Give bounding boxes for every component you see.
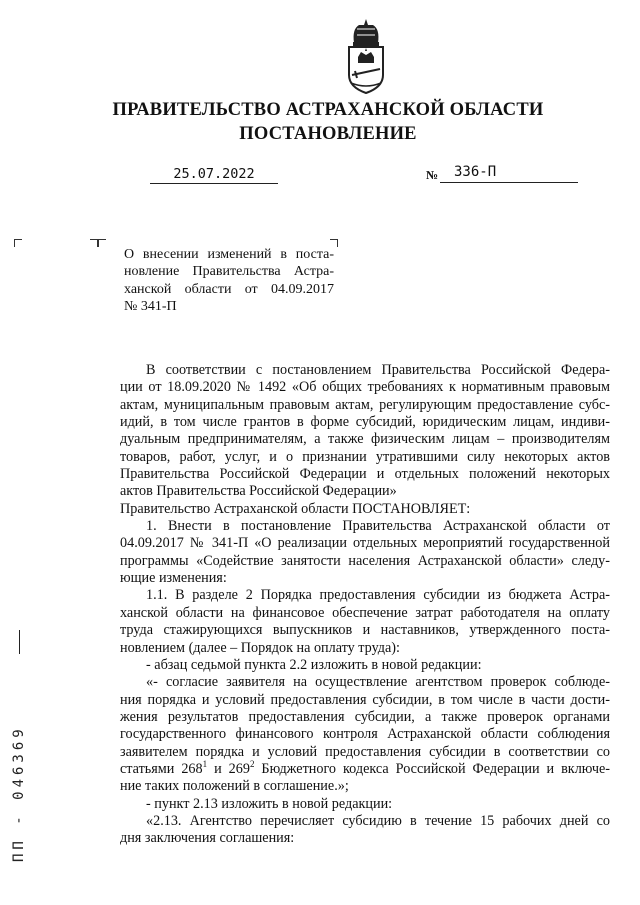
- number-underline: [440, 182, 578, 183]
- body-line: 1. Внести в постановление Правительства Астраханской области от: [146, 518, 610, 535]
- date-underline: [150, 183, 278, 184]
- body-line: ние таких положений в соглашение.»;: [120, 778, 349, 795]
- document-number: 336-П: [454, 164, 497, 180]
- subject-line: О внесении изменений в поста-: [124, 247, 334, 262]
- body-line: ции от 18.09.2020 № 1492 «Об общих требованиях к нормативным правовым: [120, 379, 610, 396]
- body-line: программы «Содействие занятости населения Астраханской области» следу-: [120, 552, 610, 569]
- coat-of-arms-icon: [341, 17, 391, 95]
- body-line: [120, 758, 610, 778]
- document-date: 25.07.2022: [173, 166, 255, 182]
- body-line: Правительство Астраханской области ПОСТАНОВЛЯЕТ:: [120, 500, 471, 517]
- body-line: - абзац седьмой пункта 2.2 изложить в новой редакции:: [146, 656, 482, 673]
- corner-mark: [14, 239, 22, 247]
- body-line: товаров, работ, услуг, и о признании утратившими силу некоторых актов: [120, 448, 610, 465]
- body-line: ханской области на финансовое обеспечение затрат работодателя на оплату: [120, 604, 610, 621]
- body-line: идий, в том числе грантов в форме субсидий, юридическим лицам, индиви-: [120, 414, 610, 431]
- margin-mark: [19, 630, 20, 654]
- body-line: государственного финансового контроля Астраханской области соблюдения: [120, 726, 610, 743]
- document-type-title: ПОСТАНОВЛЕНИЕ: [239, 124, 417, 144]
- body-line: дня заключения соглашения:: [120, 830, 295, 847]
- corner-mark: [98, 239, 106, 247]
- body-line: В соответствии с постановлением Правительства Российской Федера-: [146, 362, 610, 378]
- body-text: и 269: [207, 760, 250, 777]
- document-subject: [124, 246, 334, 316]
- number-sign: №: [426, 168, 439, 182]
- body-line: труда стажирующихся выпускников и наставников, утвержденного поста-: [120, 622, 610, 639]
- body-line: дуальным предпринимателям, а также физическим лицам – производителям: [120, 431, 610, 448]
- body-line: заявителем порядка и условий предоставления субсидии в соответствии со: [120, 743, 610, 760]
- body-line: 04.09.2017 № 341-П «О реализации отдельных мероприятий государственной: [120, 535, 610, 552]
- body-line: 1.1. В разделе 2 Порядка предоставления субсидии из бюджета Астра-: [146, 587, 610, 604]
- body-text: статьями 268: [120, 760, 203, 777]
- subject-line: № 341-П: [124, 299, 177, 315]
- corner-mark: [90, 239, 98, 247]
- body-line: Правительства Российской Федерации и отдельных положений некоторых: [120, 466, 610, 483]
- subject-line: ханской области от 04.09.2017: [124, 281, 334, 297]
- body-line: ющие изменения:: [120, 570, 227, 587]
- body-text: Бюджетного кодекса Российской Федерации и включе-: [254, 760, 610, 777]
- body-line: актов Правительства Российской Федерации»: [120, 483, 397, 500]
- body-line: - пункт 2.13 изложить в новой редакции:: [146, 795, 393, 812]
- body-line: «- согласие заявителя на осуществление агентством проверок соблюде-: [146, 674, 610, 691]
- body-line: «2.13. Агентство перечисляет субсидию в течение 15 рабочих дней со: [146, 812, 610, 829]
- body-line: актам, муниципальным правовым актам, регулирующим предоставление субс-: [120, 396, 610, 413]
- subject-line: новление Правительства Астра-: [124, 264, 334, 280]
- body-line: жения результатов предоставления субсидии, а также проверок органами: [120, 708, 610, 725]
- document-body: [120, 362, 610, 848]
- form-serial-number: ПП - 046369: [11, 725, 27, 862]
- superscript: 2: [249, 758, 255, 769]
- body-line: ния порядка и условий предоставления субсидии, в том числе в части дости-: [120, 691, 610, 708]
- body-line: новлением (далее – Порядок на оплату труда):: [120, 639, 400, 656]
- superscript: 1: [202, 758, 208, 769]
- government-title: ПРАВИТЕЛЬСТВО АСТРАХАНСКОЙ ОБЛАСТИ: [112, 100, 544, 120]
